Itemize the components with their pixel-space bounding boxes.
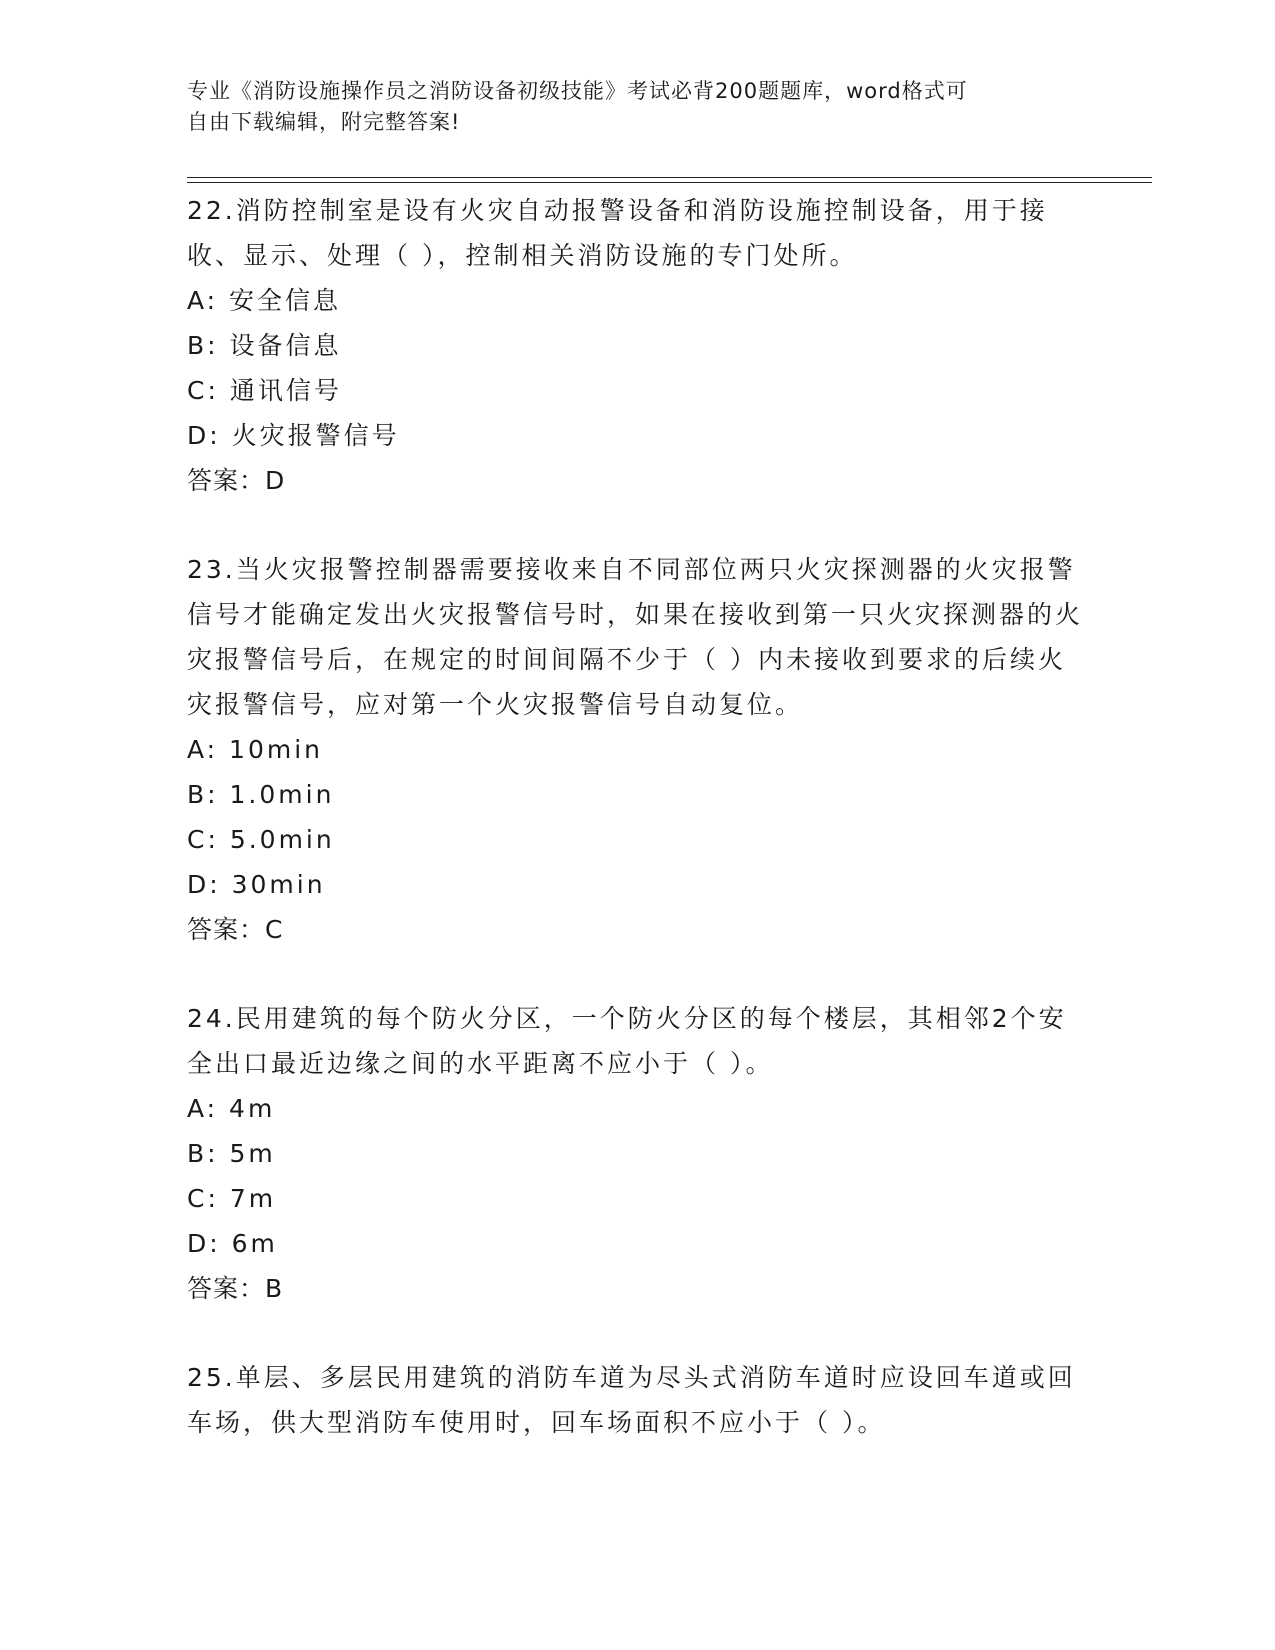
question-24 bbox=[187, 996, 1087, 1311]
document-header bbox=[187, 76, 1067, 138]
question-text: 23.当火灾报警控制器需要接收来自不同部位两只火灾探测器的火灾报警信号才能确定发出火灾报警信号时，如果在接收到第一只火灾探测器的火灾报警信号后，在规定的时间间隔不少于（ ）内未接收到要求的后续火灾报警信号，应对第一个火灾报警信号自动复位。 bbox=[187, 555, 1084, 719]
option-b: B: 5m bbox=[187, 1139, 276, 1168]
option-b: B: 设备信息 bbox=[187, 331, 342, 360]
answer: 答案：C bbox=[187, 915, 284, 944]
question-text: 25.单层、多层民用建筑的消防车道为尽头式消防车道时应设回车道或回车场，供大型消防车使用时，回车场面积不应小于（ ）。 bbox=[187, 1363, 1076, 1437]
option-a: A: 安全信息 bbox=[187, 286, 342, 315]
header-rule-top bbox=[187, 177, 1152, 178]
option-c: C: 通讯信号 bbox=[187, 376, 342, 405]
header-line-2: 自由下载编辑，附完整答案! bbox=[187, 110, 461, 134]
option-c: C: 5.0min bbox=[187, 825, 335, 854]
question-22 bbox=[187, 188, 1087, 503]
answer: 答案：B bbox=[187, 1274, 284, 1303]
header-line-1: 专业《消防设施操作员之消防设备初级技能》考试必背200题题库，word格式可 bbox=[187, 79, 968, 103]
option-d: D: 6m bbox=[187, 1229, 278, 1258]
question-25 bbox=[187, 1355, 1087, 1445]
question-23 bbox=[187, 547, 1087, 952]
option-a: A: 10min bbox=[187, 735, 323, 764]
option-b: B: 1.0min bbox=[187, 780, 335, 809]
header-rule-bottom bbox=[187, 182, 1152, 183]
option-a: A: 4m bbox=[187, 1094, 276, 1123]
question-text: 22.消防控制室是设有火灾自动报警设备和消防设施控制设备，用于接收、显示、处理（ ），控制相关消防设施的专门处所。 bbox=[187, 196, 1048, 270]
option-d: D: 火灾报警信号 bbox=[187, 421, 400, 450]
question-list bbox=[187, 188, 1087, 1489]
question-text: 24.民用建筑的每个防火分区，一个防火分区的每个楼层，其相邻2个安全出口最近边缘之间的水平距离不应小于（ ）。 bbox=[187, 1004, 1067, 1078]
answer: 答案：D bbox=[187, 466, 286, 495]
option-c: C: 7m bbox=[187, 1184, 277, 1213]
option-d: D: 30min bbox=[187, 870, 326, 899]
